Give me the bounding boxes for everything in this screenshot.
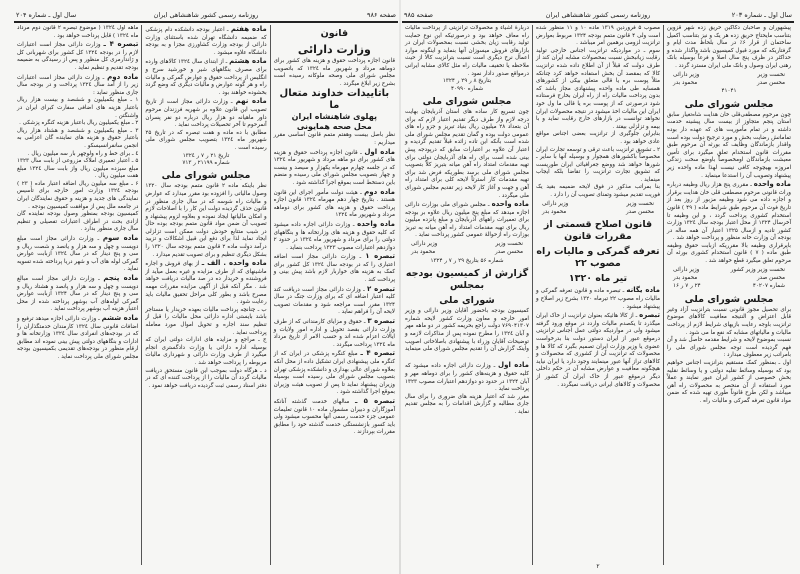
body-paragraph: نظر باینکه ماده ۲ قانون متمم بودجه سال ۱۳۲۰ وصول مالیاتی را افزوده بود مقرر میدارد که عوارض و مالیات راه شوسه که در سال جاری منظور در قانون حذف گردیده دولت این کار را با اصلاحات لازم و امکان مالیاتها ایجاد نموده و بعلاوه لزوم پیشنهاد و تصویب آن ضمن مواد قانون متمم بودجه بوده حال در شیب متتابع خودش دولت ممکن است تزلزلی ایجاد نماید لذا برای دفع این قبیل اشکالات و تزیید درآمد دولت ماده ۲ قانون متمم بودجه سال ۱۳۲۰ را بشکل دیگری تنظیم و برای تصویب تقدیم میدارد .	[145, 183, 267, 258]
section-title: تعرفه گمرکی و مالیات راه مصوب ۲۲	[536, 246, 660, 270]
article-body: ـ وزارت دارائی مجاز است از تاریخ تصویب این قانون علاوه بر شهریه فرزندان مرحوم داور ماهیانه دو هزار ریال درباره دو نفر پسران آنمرحوم تا آخر تحصیلات پرداخت نماید .	[145, 99, 267, 129]
section-title-large: وزارت دارائی	[297, 43, 371, 56]
article-body: ـ اعتبار بودجه دانشکده دام پزشکی که ضمیمه دانشگاه تهران شده باستثنای وزارت دارائی از بودجه وزارت کشاورزی مجزا و به بودجه دانشگاه علاوه میشود .	[145, 27, 267, 56]
article-heading: تبصره ۵ ـ	[355, 396, 395, 405]
article-heading: تبصره	[639, 311, 660, 320]
left-page	[14, 6, 398, 568]
signatory-left: محمود بدر	[411, 249, 436, 256]
body-paragraph: نظر باصل بیست وهفتم متمم قانون اساسی مقرر میداریم :	[273, 132, 395, 146]
body-paragraph: مطابق با ده ماده و هفت تبصره که در تاریخ ۲۵ شهریور ماه ۱۳۲٤ بتصویب مجلس شورای ملی رسیده است .	[145, 129, 267, 151]
right-page-columns	[402, 25, 794, 565]
section-title: مجلس شورای ملی	[161, 170, 251, 182]
signatory-right: نخست وزیر	[495, 241, 523, 248]
column	[533, 25, 664, 565]
signatory-left: ۲۴ ر ۷ ر ۱۶	[673, 283, 701, 290]
body-paragraph: کمیسیون بودجه باحضور آقایان وزیر دارائی و وزیر امور خارجه و معاون وزارت کشور لایحه شماره ۷۶۹۰۴۱۳۰۷ دولت راجع بحریمه کشور در دو ماهه مهر و آبان ۱۳۲٤ را مطرح نموده پس از مذاکرات لازمه و توضیحات آقایان وزراء با پیشنهادی باصلاحاتی اصویب واینک گزارش آن را تقدیم مجلس شورای ملی مینماید .	[405, 308, 530, 360]
article-heading: ماده اول	[364, 147, 395, 156]
signature-line	[667, 283, 791, 290]
body-paragraph: بنا بمراتب مذکور در فوق لایحه ضمیمه بقید یک فوریت تقدیم میشود وتمنای تصویب آن را دارد .	[536, 184, 660, 199]
left-page-label: صفحه ۹۸۶	[366, 11, 396, 19]
article-paragraph	[17, 314, 138, 362]
article-body: ـ وزارت دارائی مجاز است دریافت کند کلیه اعتبار اضافه ای که برای وزارت جنگ در سال ۱۳۲۴ مقرر است مراجعه شود و مقدمات تصویب لایحه آن را فراهم نماید .	[273, 286, 395, 316]
article-body: ـ وزارت دارائی مجاز است اعتبارات زیر را از آمد سال ۱۳۲٤ پرداخت و در بودجه سال جاری منظور نماید :	[17, 74, 139, 96]
article-body: ـ وزارت دارائی مجاز است اضافه اعتباری را که در بودجه سال ۱۳۲٤ کل کشور برای کمک به هزینه های خواربار لازم باشد پیش بینی و پرداخت کند .	[273, 254, 395, 284]
article-body: ـ وزارت دارائی اجازه داده میشود که کلیه حقوق و هزینه‌های کشور را برای دوماهه مهر و آبان ۱۳۲۴ در حدود دو دوازدهم اعتبارات مصوب ۱۳۲۳ پرداخت نماید .	[405, 363, 529, 393]
right-page	[402, 6, 794, 568]
article-paragraph	[274, 252, 395, 284]
right-page-header	[402, 6, 794, 20]
right-gazette-title: روزنامه رسمی کشور شاهنشاهی ایران	[545, 11, 651, 19]
article-paragraph	[145, 57, 266, 97]
signatory-left: وزیر دارائی	[411, 241, 438, 248]
article-heading: تبصره ۲	[366, 284, 396, 293]
article-body: مبلغ کنگره پزشکی در ایران که از کنگره ملی پیشنهادی ایران تشکیل داده از محل آنکه بعلاوه شورای عالی بهداری و دانشکده پزشکی تهران بتصویب مجلس شورای ملی رسیده است بوسیله وزیران پیشنهاد نماید تا پس از تصویب هیئت وزیران بموقع اجرا گذاشته شود .	[273, 351, 395, 396]
body-paragraph: ۲ ـ مبلغ یکمیلیون ریال باعتبار هزینه کنگره پزشکی .	[19, 120, 139, 127]
article-paragraph	[274, 188, 395, 220]
body-paragraph: نسبت بموضوع لایحه و شرایط مقدمه حاصل شد و آن فهم گردیده است توجه مجلس شورای ملی را بامراتب زیر معطوف میدارد :	[667, 337, 791, 359]
body-paragraph: ۱ ـ مبلغ یکمیلیون و ششصد و بیست هزار ریال باعتبار هزینه های اضافی سفارت کبرای ایران در واشنگتن .	[17, 97, 139, 119]
subheading: محل صحه همایونی	[296, 122, 372, 132]
body-paragraph: مصوب ۵ فروردین ۱۳۱۹ ماده ۱۰ و ۱۱ منظور شده است ولی ۴ قانون متمم بودجه ۱۳۲۴ مربوط بعوارض ترانزیت لزومی برهمین امر میباشد .	[536, 25, 661, 47]
article-paragraph	[274, 220, 395, 252]
body-paragraph: ج ـ مراجع و مزایده های ادارات دولتی ایران که بوسیله اداره دارائی یا وزارت دادگستری انجام میگیرد از طرف وزارت دارائی و شهرداری مالیات مربوطه را پرداخت خواهد شد .	[145, 337, 267, 366]
article-heading: ماده هفتم	[230, 25, 267, 33]
section-title: مجلس شورای ملی	[684, 98, 774, 110]
page-gutter	[399, 0, 401, 574]
body-paragraph: سوم ـ در مواردیکه ترانزیت اجناس خارجی تولید رقابت زیانبخش نسبت بمحصولات مشابه ایران کند از طرف دولت که قبلاً از آن اطلاع داده شده ترانزیت کالا که بمقصد آن بخش استفاده خواهد کرد چنانکه مثلاً پوست بره یا قالی متعلق بیکی از کشورهای همسایه طی ماده واحده پیشنهادی مجاز باشد که بدون پرداخت مالیات راه از راه ایران بخارج فرستاده شود درصورتی که از پوست بره یا قالی ما ول خود ایران این مالیات اخذ میشود در نتیجه محصولات ایران نخواهد توانست در بازارهای خارج رقابت نماید و با بیمه و تزلزلی بیفتد .	[536, 47, 660, 130]
signature-line	[667, 72, 791, 79]
body-paragraph: ٤ ـ برای خط و راه ولوچهر بار سه میلیون ریال .	[27, 150, 139, 157]
body-paragraph: چون تسریع کار ساده های استان آذربایجان بهایت درجه لازم واز طرف دیگر تقدیم اعتبار لازم که برای آن بتعداد ۲۸ میلیون ریال بنیاد تبریز و جزو راه های عمومی دولت بوده و گمان تقدیم مجلس شورای ملی شده است بآنکه این تاده زائده قبلاً تقدیم گردیده و اعتبار آن علاوه بر اعتبارات سابق که درپودجه پیش بینی شده است برای راه های آذربایجان دولتی برای تهیه مقدمات امتداد راه آهن میانه بتبریز کلاً بتصویب مجلس شورای ملی برسد بطوریکه فرض شد برای تهیه مقدمات کار استرثاً لایحه کلی برای امتداد راه آهن و جهت و آغاز کار لایحه زیر تقدیم مجلس شورای ملی میگردد .	[405, 108, 529, 199]
article-paragraph	[536, 286, 660, 311]
article-paragraph	[145, 259, 266, 307]
signatory-right: محسن صدر	[625, 209, 654, 216]
page-footer-marker: ۲	[596, 563, 600, 570]
article-heading: تبصره ۴ ـ	[360, 349, 395, 358]
column	[14, 25, 142, 565]
article-body: ـ مجلس شورای ملی بوزارت دارائی اجازه میدهد که مبلغ پنج میلیون ریال علاوه بر بودجه برای تعمیرات راههای آذربایجان و مبلغ پانزده میلیون ریال برای تهیه مقدمات امتداد راه آهن میانه به تبریز بوزارت راه ازحوالهٔ عمومی کشور پرداخت نماید .	[405, 202, 529, 239]
body-paragraph: باپرقراری وظیفه بالا مقرریکه ازبابت حقوق وظیفه طبق ماده ( ۷ ) قانون استخدام کشوری بورثه آن مرحوم تعلق میگیرد قطع خواهد شد .	[667, 242, 792, 265]
column	[271, 25, 398, 565]
date-number-line: بتاریخ ۸ ر ۲۹ ر ۱۳۲۴	[442, 78, 492, 85]
article-paragraph	[17, 274, 138, 314]
section-title: قانون	[320, 28, 349, 39]
decree-invocation: باتاییدات خداوند متعال	[279, 88, 390, 100]
article-body: ـ از ابتدای سال ۱۳۲٤ کالاهای وارده برای مصرف بنگاههای شیر و خورشید سرخ و انگلیس از پرداخت حقوق و عوارض گمرکی و مالیات راه و هر گونه عوارض و مالیات دیگری که وضع گردد بخشوده خواهند بود .	[145, 59, 267, 96]
article-heading: ماده اول	[498, 361, 529, 370]
signature-line	[536, 209, 660, 216]
signatory-right: نخست وزیر وزیر کشور	[730, 266, 785, 273]
date-number-line: تاریخ ۲۱ ر ۷ ر ۱۳۲٤	[182, 152, 230, 159]
left-page-columns	[14, 25, 398, 565]
article-paragraph	[17, 234, 138, 274]
signature-line	[405, 241, 529, 248]
signatory-right: محسن صدر	[756, 275, 785, 282]
signature-line	[405, 249, 529, 256]
article-heading: ماده ششم	[101, 313, 139, 322]
date-number-line: شماره ۵۶ بتاریخ ۲۹ ر ۷ ر ۱۳۲۴	[430, 257, 504, 264]
date-number-line: شماره ۲۱۱۹۹ ر ۷۱۳	[182, 159, 230, 166]
body-paragraph: ب ـ چنانچه پرداخت مالیات بعهده خریدار یا مستاجر باشد بایستی اداره دارائی محل مالیات را قبل از تنظیم سند اجاره و تحویل اموال مورد معامله پرداخت نماید .	[145, 306, 267, 336]
left-gazette-title: روزنامه رسمی کشور شاهنشاهی ایران	[153, 11, 259, 19]
article-heading: ماده پنجم	[103, 274, 139, 282]
signatory-left: وزیر دارائی	[673, 266, 700, 273]
article-paragraph	[405, 200, 529, 240]
decree-invocation: ما	[329, 100, 340, 112]
article-heading: تبصره ۴ ـ	[103, 40, 139, 49]
body-paragraph: پیشهوران و صاحبان دکاکین حریق زده شهر قزوین بتناسب مایحتاج حریق زده هر یک و نیز بتناسب اکمیل ساختمان از قرار ۶٪ در سال بلحاظ مدت ایام و گرفتاریکه که مورد قبول کمیسیون باشد واگذار شده و حداکثر در ظرف پنج سال اصلا و فرعاً بوسیله بانک رهنی ایران وصول و بانک ملی ایران مسترد گردد .	[667, 25, 791, 69]
left-issue-label: سال اول ـ شماره ۲۰۴	[16, 11, 77, 19]
signature-line	[667, 275, 791, 282]
article-body: ـ وزارت دارائی مجاز است مبالغ دویست و چهل و سه هزار و پانصد و هشتاد ریال و سی و پنج دینار که در سال ۱۳۲۴ ازبابت عوارض گمرکی لوله‌های آب بوشهر پرداخته شده از محل اعتبار هزینه آب بوشهر پرداخت نماید .	[17, 276, 139, 313]
signature-line	[667, 267, 791, 274]
article-heading: ماده واحده	[357, 219, 395, 228]
article-body: ـ وزارت دارائی اجازه میدهد ترفیع و اضافات قانونی سال ۱۳۲٤ کارمندان خدمتگذاران را که در بودجه‌های انفرادی سال ۱۳۲٤ وزارتخانه ها و ادارات و بنگاههای دولتی پیش بینی نموده اند مطابق ارقام منظور در بودجه‌های تقدیمی بکمیسیون بودجه مجلس شورای ملی پرداخت نماید .	[17, 315, 139, 360]
body-paragraph: ۲ ـ تشویق ترانزیت باعث ترقی و توسعه تجارت ایران مخصوصاً باکشورهای همجوار و بوسیله آنها با سایر ـ شورها خواهد شد ووضع جغرافیائی ایران طوریست که تشویق تجارت ترانزیت را تقاضا بلکه ایجاب مینماید .	[536, 146, 660, 183]
article-body: ـ از کالا هائیکه بعنوان ترانزیت از خاک ایران میگذرد تا یکصدم مالیات واردد در موقع ورود گرفته میشود ولی در مواردیکه دولتی عمل اجناس ترانزیتی درموقع عبور از ایران دستور دولت بنا بدرخواست عضوی یا وزیر وزارت ایران تصمیم بگیرد که کالا ها و محصولات که ترانزیت آن از کشوری که محصولات و کالاهای تراز آنها عبور مینمایند وجود دارد یا ایران نیاید هیچگونه معافیت و عوارض مشابه آن در حکم داخلی دیگر درموقع عبور از خاک ایران آن کشور از محصولات و کالاهای ایرانی دریافت نمیگردد .	[536, 313, 660, 388]
column	[664, 25, 794, 565]
section-title: تیر ماه ۱۳۲۰	[568, 273, 628, 285]
subheading: پهلوی شاهنشاه ایران	[291, 112, 377, 122]
signature-line	[536, 201, 660, 208]
article-paragraph	[536, 311, 660, 389]
article-body: سالهای خدمت گذشته آنانکه آموزگاران و دبیران مشمول ماده ۱۰ قانون تعلیمات عمومی جزء خدمت رسمی آنها محسوب میشود ولی باید کسور بازنشستگی خدمت گذشته خود را مطابق مقررات بپردازند .	[273, 398, 395, 436]
body-paragraph: دربارهٔ اشیاء و محصولات ترانزیتی از پرداخت مالیات راه معاف خواهد بود و درصورتیکه این نوع حمایت تولید رقابت زیان بخشی نسبت بمحصولات ایران در بازارهای فروش میسوزان آنها بنماید و اینگونه موارد اعمال نرخ دیگری است نسبت بترانزیت کالا از حیث ملاحظه یا تخفیف مالیات راه مثل کالای مشابه ایرانی درمواقع صدور دادار نمود .	[405, 25, 529, 77]
body-paragraph: چون مرحوم مصطفی‌قلی خان هدایت شاه‌تغیار سابق استان پنجم متجاوز از بیست سال پیشینه خدمت داشته و در تمام مأموریت های که عهده دار بوده تمامانش رضایت بخش و مورد ترجیح دولت بوده است واقدار بازماندگان وظایف که بورثه آن مرحوم طبق مقررات قانون استخدام تعلق میگیرد برای تأمین معیشت بازماندگان اومخصوصاً باوضع سخت زندگی امروزه بهیچوجه کافی نیست لهذا ماده واحده زیر پیشنهاد وتصویب آن را استدعا مینماید .	[667, 111, 791, 179]
body-paragraph: ۵ ـ اعتبار تعمیری املاک مزروعی از بابت سال ۱۳۲۳ مبلغ سیزده میلیون ریال واز بابت سال ۱۳۲٤ مبلغ هفت میلیون ریال .	[17, 158, 139, 180]
signatory-left: محمود بدر	[673, 275, 698, 282]
body-paragraph: بنابراین جلوگیری از ترانزیت بعضی اجناس مواقع عادی خواهد بود .	[536, 131, 660, 145]
article-paragraph	[274, 285, 395, 317]
article-paragraph	[405, 361, 529, 393]
column	[402, 25, 533, 565]
article-body: ـ قانون اجازه پرداخت حقوق و هزینه های کشور برای دو ماهه مرداد و شهریور ماه ۱۳۲٤ که در جلسه چهارم مهرماه یکهزار و سیصد و بیست و چهار بتصویب مجلس شورای ملی رسیده و منضم باین دستخط است بموقع اجرا گذاشته شود .	[273, 149, 395, 186]
article-body: ـ وزارت دارائی مجاز است مبلغ دویست و چهل و سه هزار و یانصد و شصت ریال و سی و پنج دینار که در سال ۱۳۲٤ ازبابت عوارض گمرکی لوله های آب و شهر دریا پرداخته شده تسویه نماید .	[17, 236, 139, 273]
article-paragraph	[17, 40, 138, 72]
article-heading: ماده واحده . الف ـ	[201, 259, 267, 268]
section-title: مجلس شورای ملی	[422, 95, 512, 107]
body-paragraph: کمیسیون بودجه بمنظور وصول بودجه نماینده گان ازادی بحث در اطراف اعتبارات تفصیلی و تنظیم سال جاری منظور بدارد .	[17, 211, 139, 233]
article-heading: ماده یگانه	[626, 286, 661, 295]
section-title: شورای ملی	[439, 295, 495, 307]
article-heading: ماده واحده	[753, 180, 791, 189]
header-rule	[14, 21, 398, 23]
article-body: ـ تبصره ماده و قانون تعرفه گمرکی و مالیات راه مصوب ۲۲ تیرماه ۱۳۲۰ بشرح زیر اصلاح و پیشنهاد میشود .	[536, 288, 660, 310]
signatory-right: نخست وزیر	[626, 200, 654, 207]
signatory-right: محسن صدر	[494, 249, 523, 256]
article-paragraph	[667, 180, 791, 243]
signatory-left: وزیر دارائی	[673, 71, 700, 78]
signatory-left: محمود بدر	[542, 209, 567, 216]
article-heading: ماده نهم	[235, 97, 267, 106]
body-paragraph: ۳ ـ مبلغ یکمیلیون و ششصد و هشتاد هزار ریال باعتبار حقوق و هزینه های نماینده گان اعزامی به انجمن سانفرانسیسکو .	[17, 127, 139, 149]
article-heading: ماده سوم	[102, 234, 139, 243]
article-paragraph	[274, 397, 395, 437]
date-number-line: ۴۱۰۴۱	[721, 88, 737, 95]
header-rule	[402, 21, 794, 23]
article-paragraph	[274, 317, 395, 349]
right-page-label: صفحه ۹۸۵	[404, 11, 434, 19]
section-title: مجلس شورای ملی	[684, 293, 774, 305]
column	[142, 25, 270, 565]
section-title: قانون اصلاح قسمتی از مقررات قانون	[543, 219, 653, 243]
article-heading: ماده واحده	[491, 200, 529, 209]
article-paragraph	[145, 97, 266, 129]
article-body: ـ حقوق و مزایای کارمندانی که از طرف وزارت دارائی بقصد تحویل و اداره امور ولایات و ایالات اعزام شده اند و حسب الامر از تاریخ مرداد ماه ۱۳۲٤ پرداخت میگردد .	[273, 319, 395, 348]
article-paragraph	[17, 73, 138, 98]
body-paragraph: قانون اجازه پرداخت حقوق و هزینه های کشور برای دوماهه مرداد و شهریور ماه ۱۳۲٤ که باتصویب مجلس شورای ملی وصحه ملوکانه رسیده است بشرح زیر ابلاغ میگردد .	[273, 58, 396, 87]
signatory-left: وزیر دارائی	[542, 200, 569, 207]
article-body: از بهای فروش و اجاره ماشینهای که از طرف مزایده و غیره بعمل میآید از فروشنده و خریدار ده در صد مالیات دریافت خواهد شد . مگر آنکه قبل از آگهی مزایده مقررات مهمه مصرح باشد و بطور کلی مراحل تحقیق مالیات باید رعایت شود .	[145, 261, 267, 306]
body-paragraph: د ـ هرگاه دولت بموجب این قانون مستحق دریافت مالیات گردد آن مالیات را از پرداخت کننده ای که در دفتر اسناد رسمی ثبت گردیده دریافت خواهد نمود .	[145, 367, 267, 389]
article-heading: ماده هشتم	[229, 57, 267, 66]
signature-line	[667, 80, 791, 87]
body-paragraph: مقرر شد که اعتبار هزینه های ضروری را برای سال جاری مطالبه و گزارش اقدامات را به مجلس تقدیم نماید .	[405, 393, 529, 415]
article-paragraph	[274, 148, 395, 188]
article-heading: تبصره ۱	[365, 252, 395, 261]
article-body: ـ مقرری پنج هزار ریال وظیفه درباره وراث قانونی مرحوم مصطفی قلی خان هدایت برقرار و اجازه داده می شود وظیفه مزبور از روز بعد از تاریخ فوت آن مرحوم طبق شرایط ماده ( ۴۹ ) قانون استخدام کشوری پرداخت گردد ، و این وظیفه تا آخرسال ۱۳۲۴ از محل اعتبار بودجه سال ۱۳۲٤ وزارت کشور تادیه و ازسال ۱۳۲۵ اعتبار آن همه ساله در بودجه آن وزارت خانه منظور و پرداخت خواهد شد .	[667, 182, 792, 242]
body-paragraph: ۶ ـ مبلغ سه میلیون ریال اضافه اعتبار ماده ( ۲۳ ) بودجه ۱۳۲٤ وزارت امور خارجه برای تأسیس نمایندگی های جدید و هزینه و حقوق نمایندگان ایران در جامعه ملل پس از موافقت کمیسیون بودجه .	[17, 180, 139, 210]
section-title: گزارش از کمیسیون بودجه بمجلس	[405, 268, 529, 292]
signatory-right: محسن صدر	[756, 79, 785, 86]
article-paragraph	[145, 25, 266, 57]
article-heading: تبصره ۳	[367, 317, 395, 326]
article-body: وزارت دارائی مجاز است اعتبارات لازم را در بودجه ۱۳۲٤ کل کشور برای شهربانی کل و ژاندارمری کل منظور و پس از رسیدگی به ضمیمه بودجه تقدیم و تنظیم نماید .	[17, 42, 139, 71]
left-page-header	[14, 6, 398, 20]
body-paragraph: برای تحصیل مجوز قانونی نسبت بترانزیت آزاد وغیر قابل اعتراض و النتیجه معافیت کالاهای موضوع ترانزیت باوجه رعایت بازیهای شرایط لازم از پرداخت مالیات و مالیاتهای مشابه که نفع ما می شود .	[667, 306, 791, 336]
date-number-line: شماره ۴۰۹۹۰	[450, 85, 484, 92]
article-heading: ماده دوم	[107, 72, 139, 81]
body-paragraph: ماهه اول ۱۳۲٤ ( موضوع تبصره ۲ قانون دوم مرداد ماه ۱۳۲٤ ) قابل پرداخت خواهد بود .	[17, 25, 139, 39]
article-paragraph	[274, 349, 395, 397]
body-paragraph: اول ـ بمنظور کمک مستقیم بترانزیت اجناس خواهیم بود که بوسیله وسائط نقلیه دولتی و یا وسائط نقلیه بخش خصوصی از کشور ایران عبور نمایند و عملاً مورد استفاده از آن منحصر به محصولات راه آهن میباشد و لکن طرح قانوناً طوری تهیه شده که ضمن مواد قانون تعرفه گمرکی و مالیات راه .	[667, 360, 791, 404]
article-heading: ماده دوم	[364, 187, 396, 196]
article-body: ـ هیئت دولت مأمور اجرای این قانون هستند . بتاریخ چهار دهم مهرماه ۱۳۲٤ قانون اجازه پرداخت حقوق و هزینه های کشور برای دوماهه مرداد و شهریور ماه ۱۳۲٤	[273, 189, 396, 219]
signatory-right: شماره ۴۰۲۰۷	[752, 283, 785, 290]
signatory-left: محمود بدر	[673, 79, 698, 86]
signatory-right: نخست وزیر	[757, 71, 785, 78]
right-issue-label: سال اول ـ شماره ۲۰۳	[731, 11, 792, 19]
article-body: ـ وزارت دارائی اجازه داده میشود که کلیه حقوق و هزینه های وزارتخانه ها و بنگاههای دولتی را برای مرداد و شهریور ماه ۱۳۲٤ در حدود ۲ دوازدهم اعتبارات مصوب ۱۳۲۳ پرداخت بنماید .	[273, 221, 395, 251]
